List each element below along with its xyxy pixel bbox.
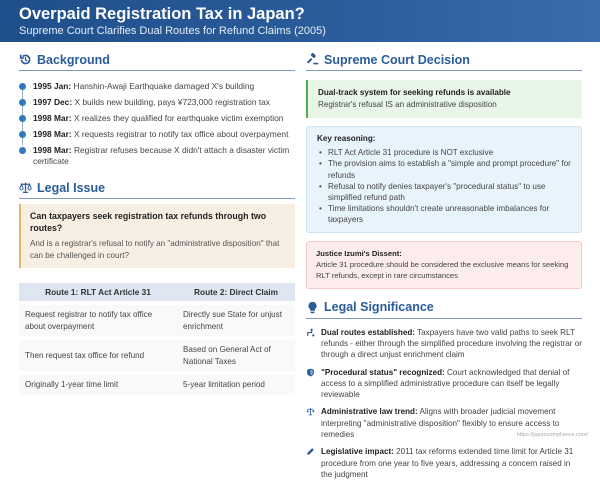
table-cell: Originally 1-year time limit — [19, 375, 177, 395]
table-row — [19, 375, 295, 395]
timeline-date: 1995 Jan: — [33, 81, 72, 91]
table-header: Route 2: Direct Claim — [177, 283, 295, 301]
left-column — [19, 42, 295, 399]
significance-head: "Procedural status" recognized: — [321, 367, 445, 377]
reasoning-item: • Time limitations shouldn't create unreasonable imbalances for taxpayers — [317, 203, 571, 225]
balance-icon — [306, 407, 315, 416]
significance-item — [306, 367, 582, 401]
timeline-dot — [19, 131, 26, 138]
timeline-dot — [19, 83, 26, 90]
gavel-icon — [306, 53, 319, 66]
holding-body: Registrar's refusal IS an administrative disposition — [318, 99, 497, 109]
dissent-head: Justice Izumi's Dissent: — [316, 248, 402, 258]
significance-text: Taxpayers have two valid paths to seek RLT refunds - either through the simplified procedure involving the registrar or through a direct unjust enrichment claim — [321, 327, 582, 360]
timeline-text: X requests registrar to notify tax office about overpayment — [71, 129, 289, 139]
decision-title: Supreme Court Decision — [324, 52, 470, 67]
page-title: Overpaid Registration Tax in Japan? — [19, 5, 305, 23]
table-cell: Based on General Act of National Taxes — [177, 340, 295, 371]
timeline-item — [33, 113, 295, 124]
timeline-dot — [19, 99, 26, 106]
shield-icon — [306, 368, 315, 377]
timeline-text: X realizes they qualified for earthquake victim exemption — [71, 113, 284, 123]
significance-title: Legal Significance — [324, 300, 434, 315]
route-icon — [306, 328, 315, 337]
legal-issue-heading — [19, 179, 295, 199]
significance-head: Legislative impact: — [321, 447, 394, 457]
timeline-dot — [19, 115, 26, 122]
background-title: Background — [37, 52, 110, 67]
timeline-date: 1997 Dec: — [33, 97, 73, 107]
reasoning-item: • Refusal to notify denies taxpayer's "procedural status" to use simplified refund path — [317, 181, 571, 203]
right-column — [306, 42, 582, 486]
table-cell: Directly sue State for unjust enrichment — [177, 305, 295, 336]
reasoning-item: • RLT Act Article 31 procedure is NOT exclusive — [317, 147, 571, 158]
table-row — [19, 305, 295, 336]
pen-icon — [306, 447, 315, 456]
legal-issue-title: Legal Issue — [37, 180, 106, 195]
decision-heading — [306, 51, 582, 71]
balance-scale-icon — [19, 181, 32, 194]
table-header-row — [19, 283, 295, 301]
reasoning-item: • The provision aims to establish a "simple and prompt procedure" for refunds — [317, 158, 571, 180]
significance-text: 2011 tax reforms extended time limit for Article 31 procedure from one year to five years, addressing a concern raised in the judgment — [321, 447, 574, 479]
table-header: Route 1: RLT Act Article 31 — [19, 283, 177, 301]
timeline-item — [33, 97, 295, 108]
timeline-date: 1998 Mar: — [33, 113, 72, 123]
header-banner — [0, 0, 600, 42]
timeline-date: 1998 Mar: — [33, 129, 72, 139]
history-icon — [19, 53, 32, 66]
background-heading — [19, 51, 295, 71]
table-cell: Request registrar to notify tax office about overpayment — [19, 305, 177, 336]
reasoning-list — [317, 147, 571, 225]
dissent-box — [306, 241, 582, 289]
timeline-item — [33, 145, 295, 167]
lightbulb-icon — [306, 301, 319, 314]
timeline-text: X builds new building, pays ¥723,000 registration tax — [72, 97, 270, 107]
dissent-body: Article 31 procedure should be considered the exclusive means for seeking RLT refunds, except in rare circumstances — [316, 259, 569, 280]
legal-issue-subquestion: And is a registrar's refusal to notify an "administrative disposition" that can be challenged in court? — [30, 239, 280, 260]
significance-item — [306, 327, 582, 361]
page-subtitle: Supreme Court Clarifies Dual Routes for Refund Claims (2005) — [19, 25, 326, 37]
significance-head: Administrative law trend: — [321, 407, 418, 417]
significance-text: Aligns with broader judicial movement interpreting "administrative disposition" flexibly to ensure access to remedies — [321, 407, 560, 439]
table-cell: Then request tax office for refund — [19, 340, 177, 371]
significance-head: Dual routes established: — [321, 327, 415, 337]
decision-holding-box — [306, 80, 582, 118]
timeline-item — [33, 81, 295, 92]
legal-issue-question: Can taxpayers seek registration tax refunds through two routes? — [30, 211, 267, 233]
table-row — [19, 340, 295, 371]
timeline-date: 1998 Mar: — [33, 145, 72, 155]
footer-url[interactable]: https://japancompliance.com/ — [516, 432, 588, 438]
table-cell: 5-year limitation period — [177, 375, 295, 395]
holding-head: Dual-track system for seeking refunds is available — [318, 88, 511, 97]
timeline — [19, 81, 295, 167]
timeline-dot — [19, 147, 26, 154]
routes-table — [19, 279, 295, 399]
significance-heading — [306, 299, 582, 319]
legal-issue-box — [19, 204, 295, 268]
significance-text: Court acknowledged that denial of access to a simplified administrative procedure can itself be legally reviewable — [321, 367, 570, 400]
timeline-item — [33, 129, 295, 140]
timeline-text: Registrar refuses because X didn't attach a disaster victim certificate — [33, 145, 290, 166]
timeline-text: Hanshin-Awaji Earthquake damaged X's building — [71, 81, 255, 91]
significance-list — [306, 327, 582, 481]
reasoning-box — [306, 126, 582, 233]
significance-item — [306, 446, 582, 480]
reasoning-head: Key reasoning: — [317, 134, 376, 143]
